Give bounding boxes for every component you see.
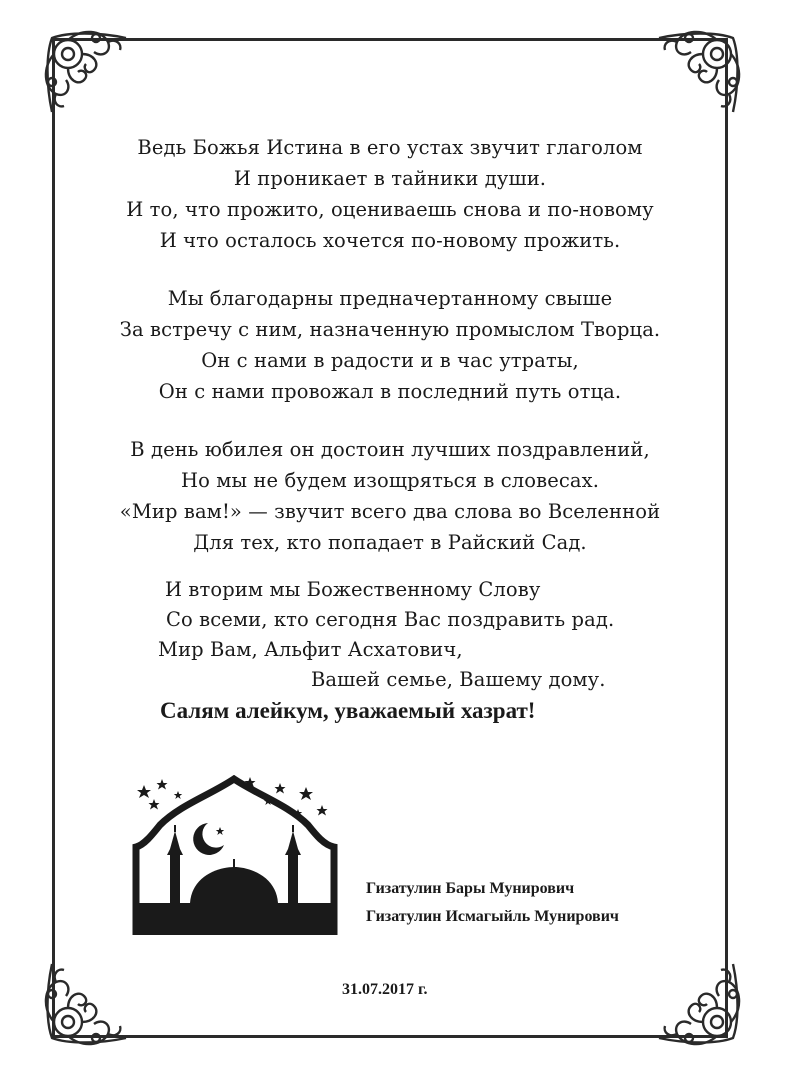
ornament-corner-icon	[655, 24, 747, 116]
stanza-1	[60, 132, 720, 256]
poem-line: Ведь Божья Истина в его устах звучит глаголом	[137, 136, 643, 159]
ornament-corner-icon	[655, 960, 747, 1052]
stanza-3	[60, 434, 720, 558]
poem-line: Но мы не будем изощряться в словесах.	[181, 469, 599, 492]
poem-line: И проникает в тайники души.	[233, 167, 547, 190]
poem-line: Для тех, кто попадает в Райский Сад.	[193, 531, 587, 554]
poem-line: И вторим мы Божественному Слову	[165, 578, 541, 601]
signature-2: Гизатулин Исмагыйль Мунирович	[366, 908, 619, 925]
poem-line: И что осталось хочется по-новому прожить.	[159, 229, 621, 252]
poem	[60, 132, 720, 723]
poem-line: И то, что прожито, оцениваешь снова и по-новому	[126, 198, 654, 221]
poem-line: За встречу с ним, назначенную промыслом Творца.	[119, 318, 661, 341]
poem-line: Он с нами провожал в последний путь отца.	[158, 380, 622, 403]
signature-1: Гизатулин Бары Мунирович	[366, 880, 575, 897]
poem-line: Он с нами в радости и в час утраты,	[201, 349, 579, 372]
mosque-crescent-icon	[130, 775, 340, 935]
poem-line: Мир Вам, Альфит Асхатович,	[158, 638, 463, 661]
stanza-2	[60, 283, 720, 407]
poem-line: Со всеми, кто сегодня Вас поздравить рад.	[166, 608, 615, 631]
ornament-corner-icon	[38, 24, 130, 116]
poem-line: Вашей семье, Вашему дому.	[311, 668, 606, 691]
poem-line: Мы благодарны предначертанному свыше	[167, 287, 613, 310]
date: 31.07.2017 г.	[342, 981, 428, 998]
ornament-corner-icon	[38, 960, 130, 1052]
greeting-line: Салям алейкум, уважаемый хазрат!	[160, 698, 536, 723]
poem-line: «Мир вам!» — звучит всего два слова во Вселенной	[119, 500, 661, 523]
poem-line: В день юбилея он достоин лучших поздравлений,	[130, 438, 650, 461]
